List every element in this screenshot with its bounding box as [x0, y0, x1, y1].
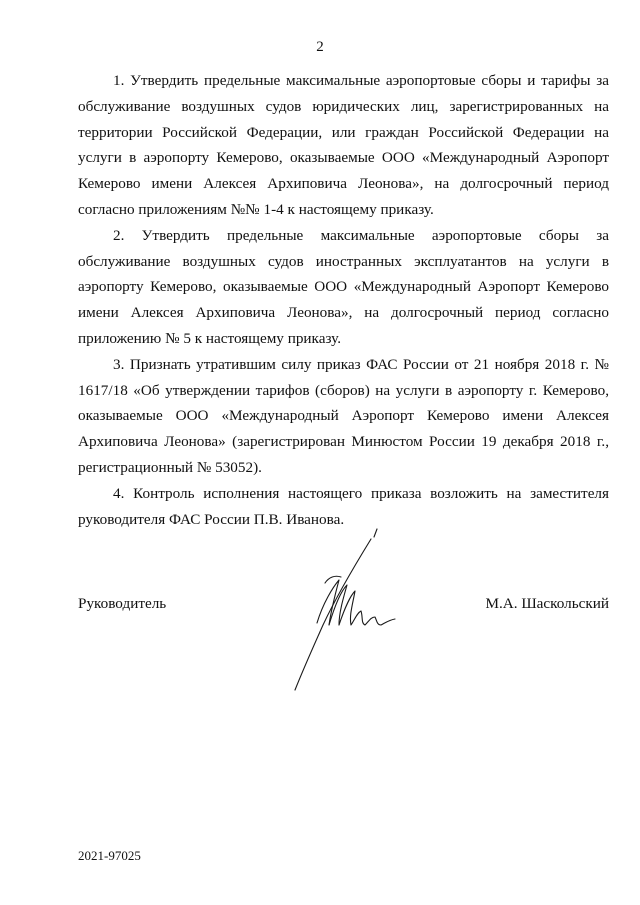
handwritten-signature — [285, 525, 405, 695]
paragraph-2: 2. Утвердить предельные максимальные аэропортовые сборы за обслуживание воздушных судов иностранных эксплуатантов на услуги в аэропорту Кемерово, оказываемые ООО «Международный Аэропорт Кемерово имени Алексея Архиповича Леонова», на долгосрочный период согласно приложению № 5 к настоящему приказу. — [78, 226, 609, 347]
paragraph-3: 3. Признать утратившим силу приказ ФАС России от 21 ноября 2018 г. № 1617/18 «Об утверждении тарифов (сборов) на услуги в аэропорту г. Кемерово, оказываемые ООО «Международный Аэропорт Кемерово имени Алексея Архиповича Леонова» (зарегистрирован Минюстом России 19 декабря 2018 г., регистрационный № 53052). — [78, 355, 609, 476]
signatory-title: Руководитель — [78, 595, 167, 612]
page-number: 2 — [316, 39, 324, 55]
paragraph-1: 1. Утвердить предельные максимальные аэропортовые сборы и тарифы за обслуживание воздушных судов юридических лиц, зарегистрированных на территории Российской Федерации, или граждан Российской Федерации на услуги в аэропорту Кемерово, оказываемые ООО «Международный Аэропорт Кемерово имени Алексея Архиповича Леонова», на долгосрочный период согласно приложениям №№ 1-4 к настоящему приказу. — [78, 72, 609, 218]
document-code: 2021-97025 — [78, 848, 141, 863]
order-body — [78, 68, 609, 532]
signatory-name: М.А. Шаскольский — [485, 595, 609, 612]
paragraph-4: 4. Контроль исполнения настоящего приказа возложить на заместителя руководителя ФАС России П.В. Иванова. — [78, 484, 609, 528]
